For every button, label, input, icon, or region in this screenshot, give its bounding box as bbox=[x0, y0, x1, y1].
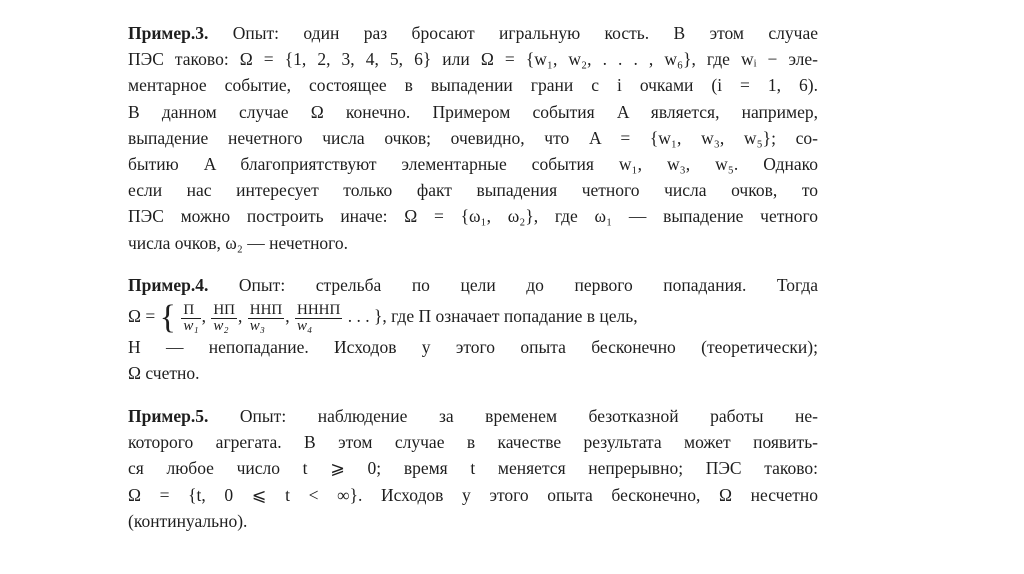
example-4-text: Опыт: стрельба по цели до первого попадания. Тогда bbox=[238, 275, 819, 295]
example-3 bbox=[128, 20, 818, 256]
example-5-line-2: которого агрегата. В этом случае в качестве результата может появить- bbox=[128, 432, 818, 453]
example-5-line-4: Ω = {t, 0 ⩽ t < ∞}. Исходов у этого опыта бесконечно, Ω несчетно bbox=[128, 484, 818, 505]
fraction-3-den: w₃ bbox=[249, 317, 265, 334]
example-4-line-2: Ω = { $\frac{П}{\text{w₁}}$ , $\frac{НП}{\text{w₂}}$ , $\frac{\text{ННП}}{\text{w₃}}$ , $\frac{\text{НННП}}{\text{w₄}}$ . . . }, где П означает попадание в цель, bbox=[128, 299, 638, 337]
fraction-2-num: НП bbox=[213, 301, 235, 318]
example-3-line-8: ПЭС можно построить иначе: Ω = {ω₁, ω₂}, где ω₁ — выпадение четного bbox=[128, 206, 818, 227]
omega-suffix: . . . }, где П означает попадание в цель, bbox=[347, 306, 638, 327]
fraction-1 bbox=[181, 303, 200, 334]
left-brace-icon: { bbox=[159, 299, 176, 337]
example-3-line-3: ментарное событие, состоящее в выпадении грани с i очками (i = 1, 6). bbox=[128, 75, 818, 96]
fraction-4-den: w₄ bbox=[296, 317, 313, 334]
omega-prefix: Ω = bbox=[128, 306, 156, 327]
example-3-title: Пример.3. bbox=[128, 23, 209, 43]
example-5-title: Пример.5. bbox=[128, 406, 209, 426]
example-5-line-1 bbox=[128, 403, 818, 429]
example-3-line-1 bbox=[128, 20, 818, 46]
example-4 bbox=[128, 272, 818, 387]
example-3-line-7: если нас интересует только факт выпадения четного числа очков, то bbox=[128, 180, 818, 201]
example-4-line-1 bbox=[128, 272, 818, 298]
example-4-title: Пример.4. bbox=[128, 275, 209, 295]
example-4-line-3: Н — непопадание. Исходов у этого опыта бесконечно (теоретически); bbox=[128, 337, 818, 358]
example-3-line-4: В данном случае Ω конечно. Примером события A является, например, bbox=[128, 101, 818, 122]
fraction-2-den: w₂ bbox=[213, 317, 229, 334]
example-4-line-4: Ω счетно. bbox=[128, 363, 200, 384]
fraction-4-num: НННП bbox=[296, 301, 341, 318]
example-3-line-2: ПЭС таково: Ω = {1, 2, 3, 4, 5, 6} или Ω = {w₁, w₂, . . . , w₆}, где wᵢ − эле- bbox=[128, 49, 818, 70]
example-5 bbox=[128, 403, 818, 534]
fraction-4 bbox=[295, 303, 342, 334]
fraction-2 bbox=[211, 303, 237, 334]
fraction-1-den: w₁ bbox=[183, 317, 199, 334]
example-3-line-5: выпадение нечетного числа очков; очевидно, что A = {w₁, w₃, w₅}; со- bbox=[128, 127, 818, 148]
example-5-text: Опыт: наблюдение за временем безотказной работы не- bbox=[239, 406, 818, 426]
fraction-3-num: ННП bbox=[249, 301, 283, 318]
example-3-text: Опыт: один раз бросают игральную кость. В этом случае bbox=[232, 23, 818, 43]
example-3-line-6: бытию A благоприятствуют элементарные события w₁, w₃, w₅. Однако bbox=[128, 153, 818, 174]
example-5-line-3: ся любое число t ⩾ 0; время t меняется непрерывно; ПЭС таково: bbox=[128, 458, 818, 479]
example-5-line-5: (континуально). bbox=[128, 510, 248, 531]
fraction-3 bbox=[248, 303, 285, 334]
fraction-1-num: П bbox=[181, 303, 200, 319]
example-3-line-9: числа очков, ω₂ — нечетного. bbox=[128, 232, 349, 253]
